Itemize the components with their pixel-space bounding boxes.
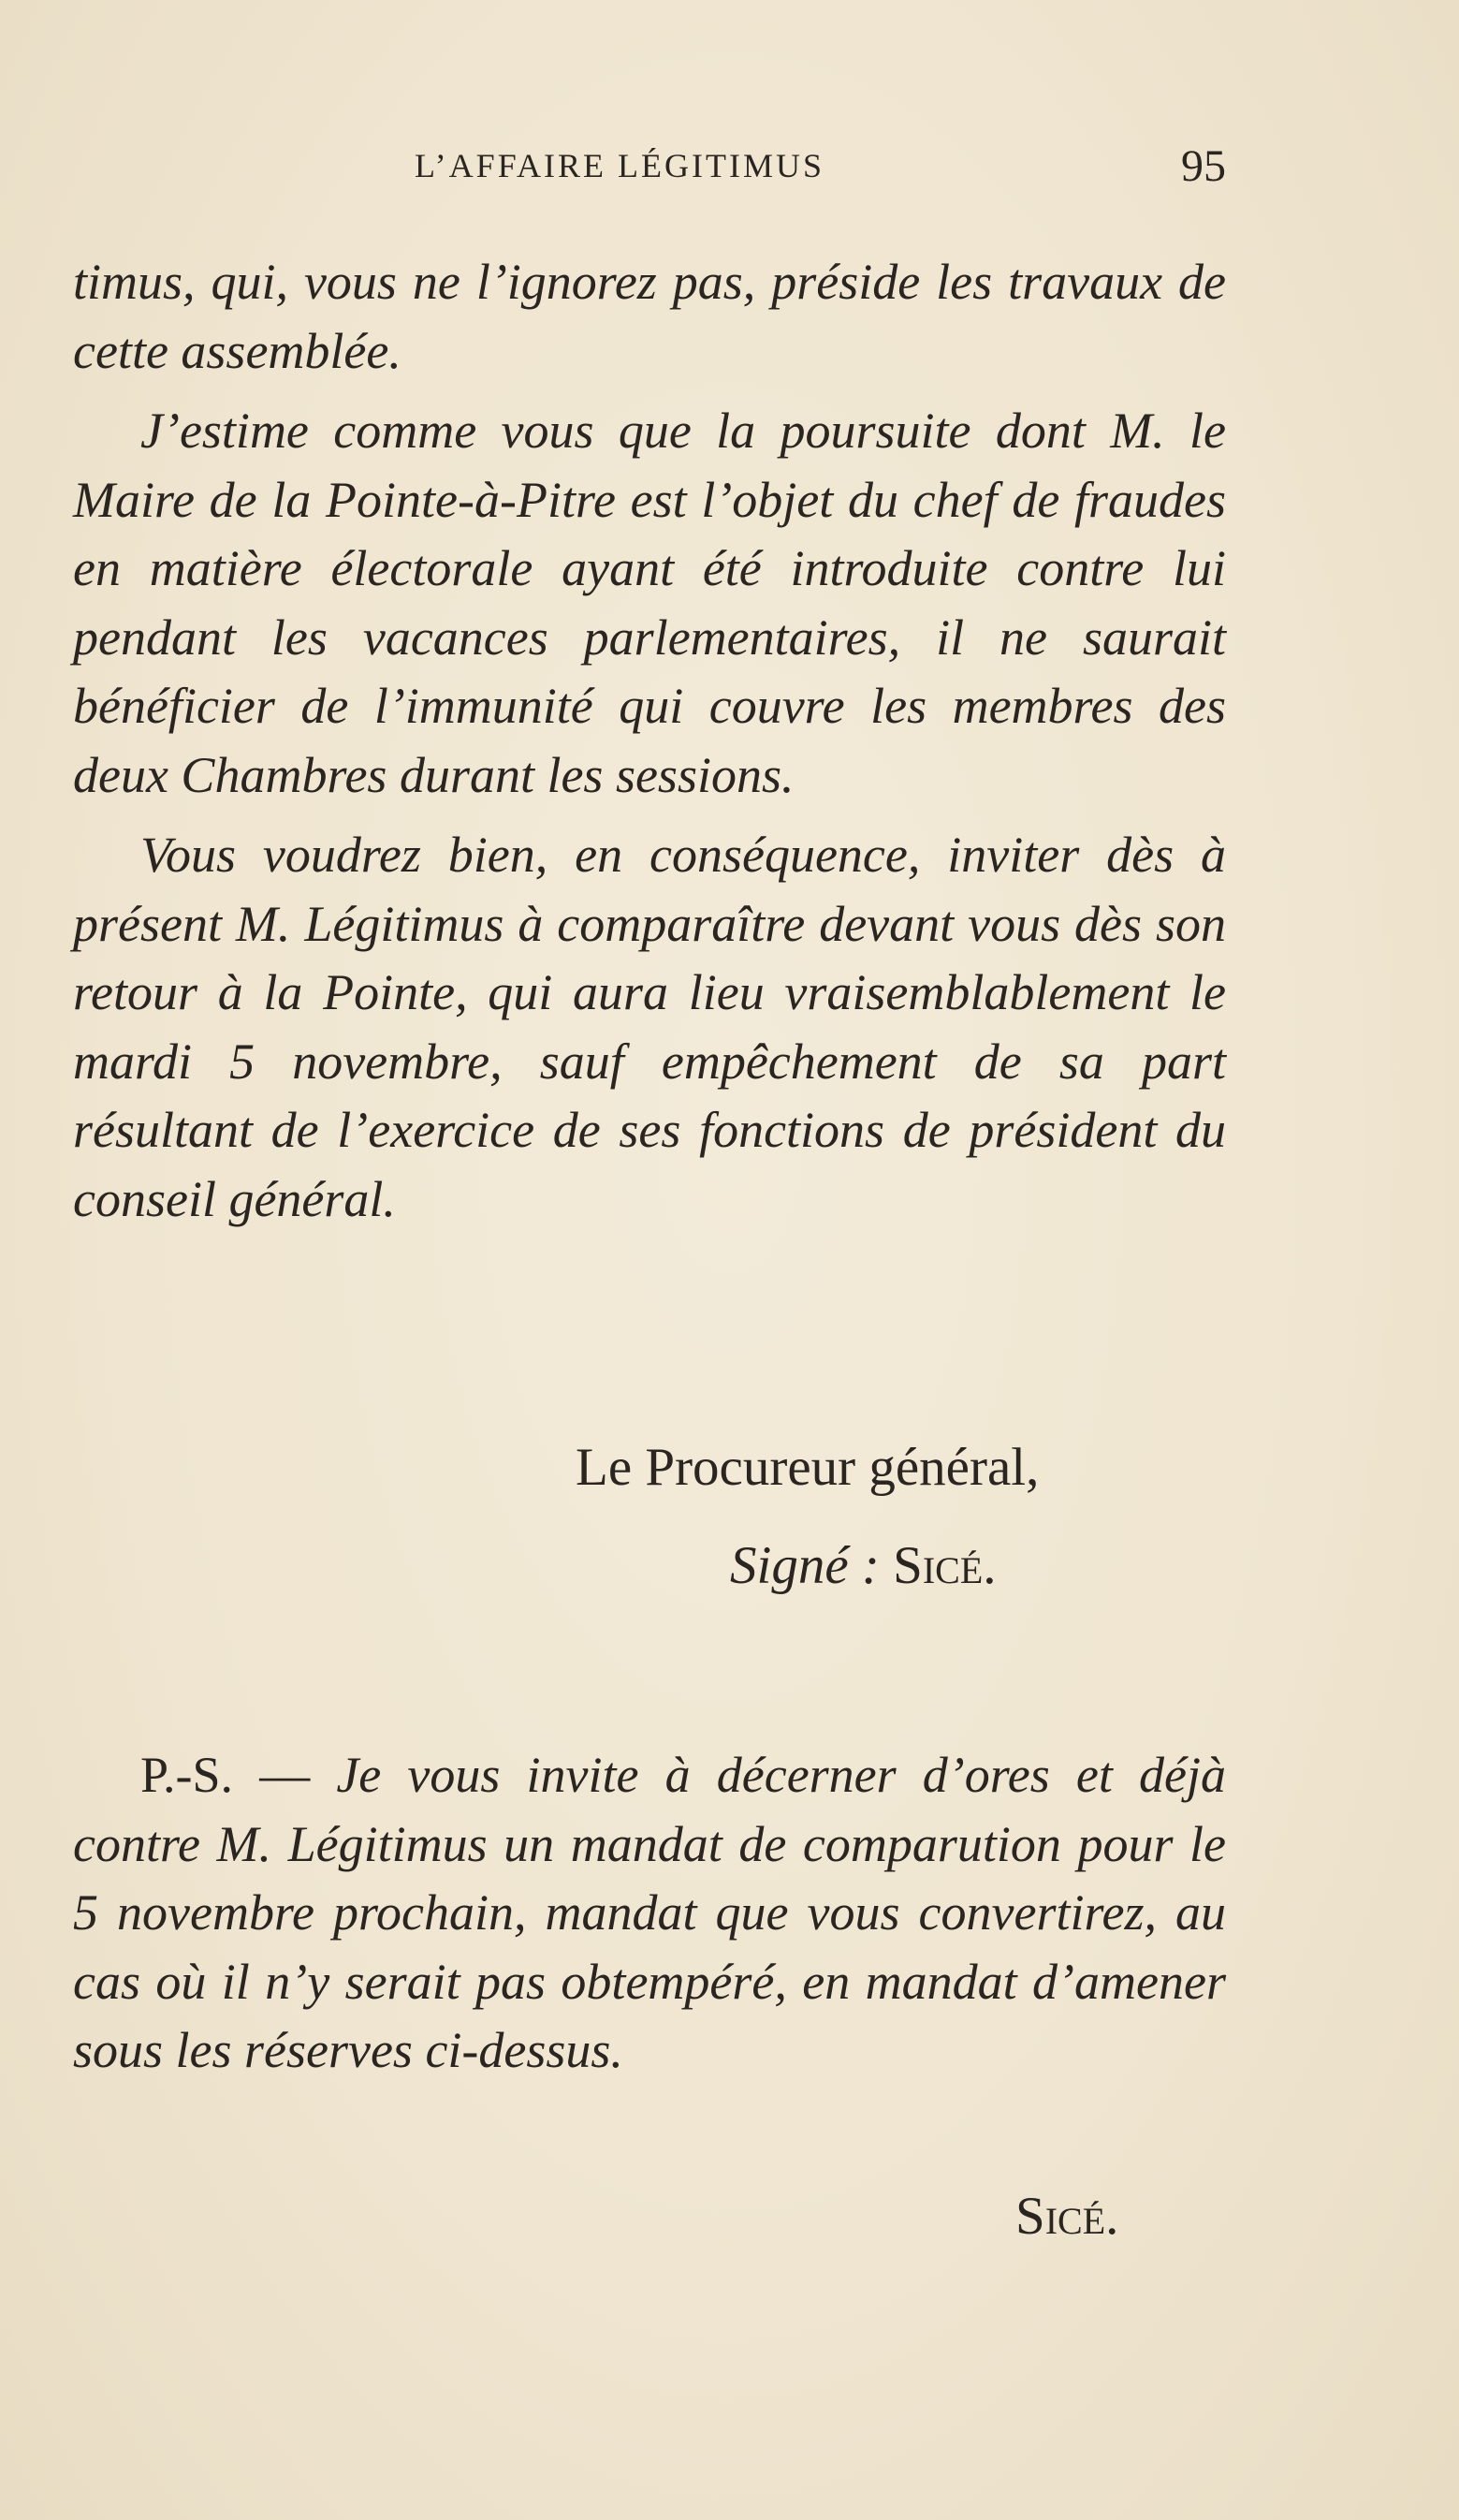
signature-name: Sicé. [893, 1536, 997, 1595]
postscript-label: P.-S. — [140, 1747, 311, 1803]
paragraph-immunity: J’estime comme vous que la poursuite dont M. le Maire de la Pointe-à-Pitre est l’objet du chef de fraudes en matière électorale ayant été introduite contre lui pendant les vacances parlementaires, il ne saurait bénéficier de l’immunité qui couvre les membres des deux Chambres durant les sessions. [73, 403, 1226, 803]
signature-line [730, 1535, 997, 1596]
running-title: L’AFFAIRE LÉGITIMUS [415, 147, 825, 184]
signed-label: Signé : [730, 1536, 880, 1595]
page-number: 95 [1181, 141, 1226, 191]
postscript [73, 1741, 1226, 2086]
paragraph-continuation: timus, qui, vous ne l’ignorez pas, préside les travaux de cette assemblée. [73, 254, 1226, 379]
postscript-text: Je vous invite à décerner d’ores et déjà contre M. Légitimus un mandat de comparution pour le 5 novembre prochain, mandat que vous convertirez, au cas où il n’y serait pas obtempéré, en mandat d’amener sous les réserves ci-dessus. [73, 1747, 1226, 2078]
letter-body [73, 248, 1226, 1245]
paragraph-summons: Vous voudrez bien, en conséquence, inviter dès à présent M. Légitimus à comparaître devant vous dès son retour à la Pointe, qui aura lieu vraisemblablement le mardi 5 novembre, sauf empêchement de sa part résultant de l’exercice de ses fonctions de président du conseil général. [73, 827, 1226, 1227]
page-header [73, 140, 1226, 197]
signature-title: Le Procureur général, [576, 1438, 1040, 1497]
final-signature: Sicé. [1015, 2187, 1119, 2246]
